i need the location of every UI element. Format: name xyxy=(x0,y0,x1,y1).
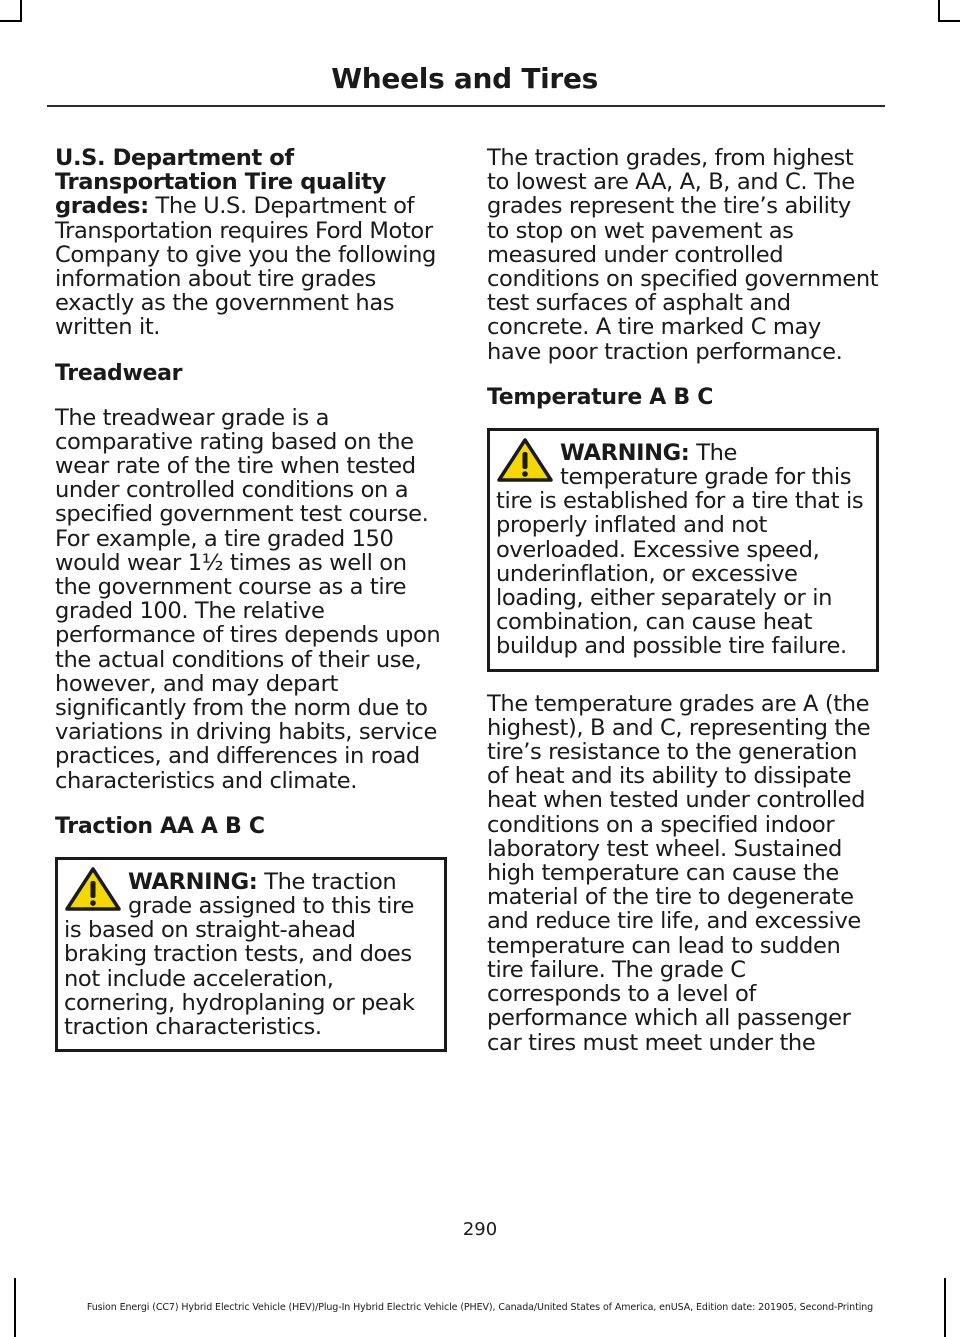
page-number: 290 xyxy=(462,1219,498,1240)
traction-warning-box xyxy=(55,857,447,1052)
left-column xyxy=(55,146,447,1072)
treadwear-text: The treadwear grade is a comparative rating based on the wear rate of the tire when tested under controlled conditions on a specified government test course. For example, a tire graded 150 would wear 1½ times as well on the government course as a tire graded 100. The relative performance of tires depends upon the actual conditions of their use, however, and may depart significantly from the norm due to variations in driving habits, service practices, and differences in road characteristics and climate. xyxy=(55,404,441,794)
intro-text: The U.S. Department of Transportation requires Ford Motor Company to give you the following information about tire grades exactly as the government has written it. xyxy=(55,193,436,341)
temperature-heading: Temperature A B C xyxy=(487,384,714,410)
treadwear-heading: Treadwear xyxy=(55,360,183,386)
page-title: Wheels and Tires xyxy=(331,62,598,95)
temperature-text: The temperature grades are A (the highest), B and C, representing the tire’s resistance to the generation of heat and its ability to dissipate heat when tested under controlled conditions on a specified indoor laboratory test wheel. Sustained high temperature can cause the material of the tire to degenerate and reduce tire life, and excessive temperature can lead to sudden tire failure. The grade C corresponds to a level of performance which all passenger car tires must meet under the xyxy=(487,690,871,1056)
crop-mark xyxy=(938,20,960,22)
traction-warning-label: WARNING: xyxy=(128,868,258,895)
crop-mark xyxy=(0,20,22,22)
traction-grades-text: The traction grades, from highest to lowest are AA, A, B, and C. The grades represent the tire’s ability to stop on wet pavement as measured under controlled conditions on specified government test surfaces of asphalt and concrete. A tire marked C may have poor traction performance. xyxy=(487,145,879,365)
crop-mark xyxy=(938,0,940,22)
crop-mark xyxy=(20,0,22,22)
traction-warning-text: The traction grade assigned to this tire is based on straight-ahead braking traction tests, and does not include acceleration, cornering, hydroplaning or peak traction characteristics. xyxy=(64,868,415,1041)
right-column xyxy=(487,146,879,1077)
footer-edition-info: Fusion Energi (CC7) Hybrid Electric Vehicle (HEV)/Plug-In Hybrid Electric Vehicle (PHEV), Canada/United States of America, enUSA, Edition date: 201905, Second-Printing xyxy=(86,1302,874,1313)
warning-triangle-icon xyxy=(64,866,122,912)
temperature-warning-text: The temperature grade for this tire is established for a tire that is properly inflated and not overloaded. Excessive speed, underinflation, or excessive loading, either separately or in combination, can cause heat buildup and possible tire failure. xyxy=(496,439,864,660)
traction-heading: Traction AA A B C xyxy=(55,813,265,839)
warning-triangle-icon xyxy=(496,437,554,483)
intro-heading: U.S. Department of Transportation Tire quality grades: xyxy=(55,145,386,220)
temperature-warning-label: WARNING: xyxy=(560,439,690,466)
title-divider xyxy=(47,105,885,107)
intro-paragraph xyxy=(55,146,447,340)
temperature-warning-box xyxy=(487,428,879,672)
